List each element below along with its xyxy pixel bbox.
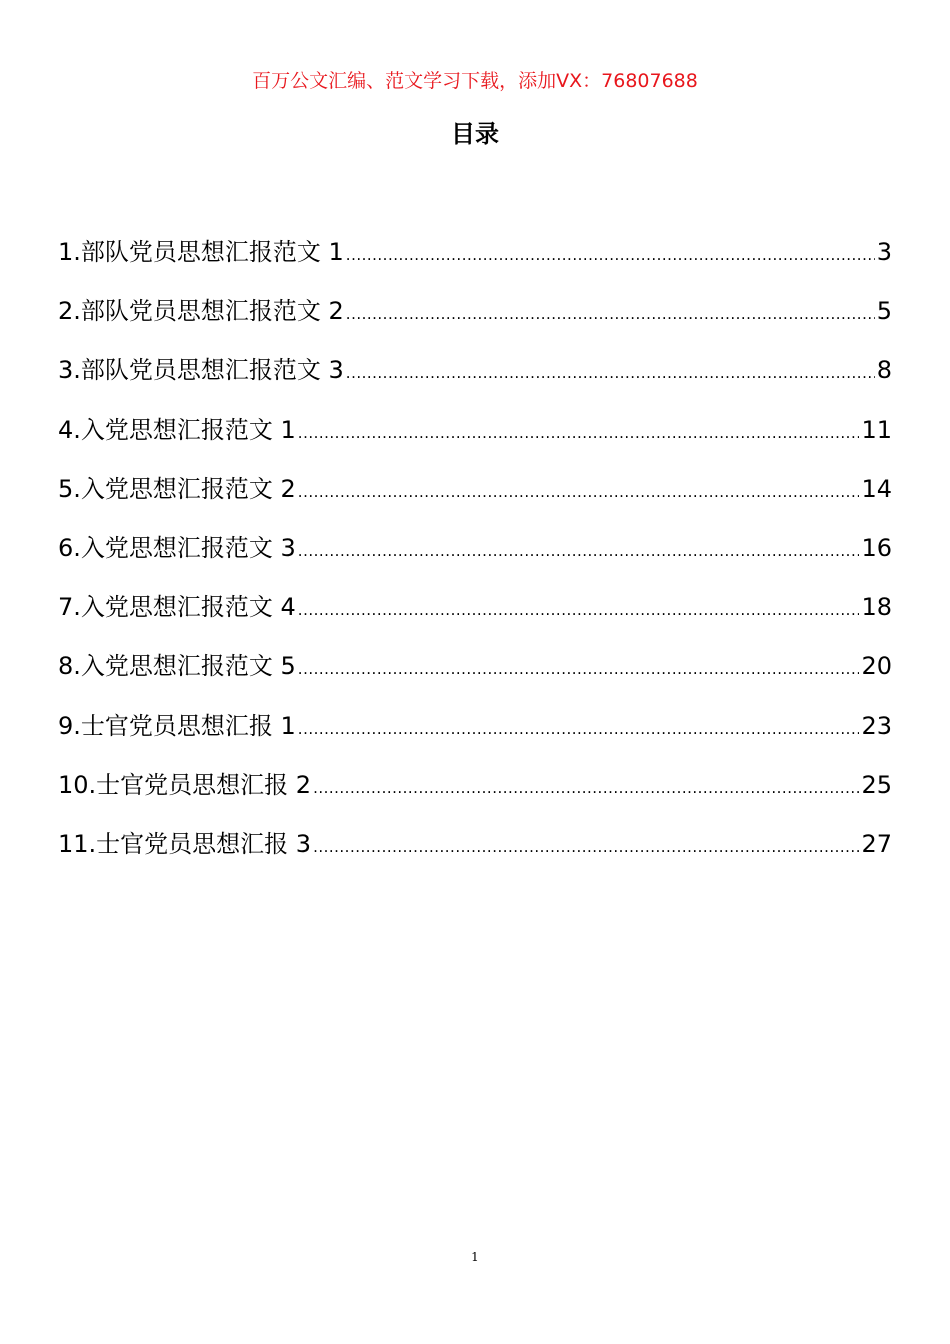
toc-item-label: 10.士官党员思想汇报 2 xyxy=(58,770,312,799)
toc-item-label: 7.入党思想汇报范文 4 xyxy=(58,593,296,622)
toc-leader-dots xyxy=(346,234,875,270)
toc-item[interactable] xyxy=(58,352,892,411)
toc-item-label: 11.士官党员思想汇报 3 xyxy=(58,829,312,858)
table-of-contents xyxy=(58,234,892,885)
toc-leader-dots xyxy=(298,530,860,566)
toc-item-page: 8 xyxy=(876,356,892,385)
toc-leader-dots xyxy=(346,293,875,329)
document-title: 目录 xyxy=(451,120,499,148)
toc-item[interactable] xyxy=(58,234,892,293)
toc-item[interactable] xyxy=(58,412,892,471)
toc-item-label: 2.部队党员思想汇报范文 2 xyxy=(58,297,344,326)
toc-item[interactable] xyxy=(58,708,892,767)
toc-leader-dots xyxy=(313,767,859,803)
toc-item-label: 6.入党思想汇报范文 3 xyxy=(58,533,296,562)
toc-item-page: 20 xyxy=(861,652,892,681)
toc-item-label: 8.入党思想汇报范文 5 xyxy=(58,652,296,681)
toc-item-label: 1.部队党员思想汇报范文 1 xyxy=(58,238,344,266)
toc-item[interactable] xyxy=(58,826,892,885)
toc-item-label: 9.士官党员思想汇报 1 xyxy=(58,711,296,740)
toc-item-page: 16 xyxy=(861,533,892,562)
toc-item-page: 3 xyxy=(876,238,892,266)
toc-leader-dots xyxy=(298,471,860,507)
toc-item-page: 25 xyxy=(861,770,892,799)
toc-item-page: 27 xyxy=(861,829,892,858)
header-note: 百万公文汇编、范文学习下载，添加VX：76807688 xyxy=(252,70,698,92)
toc-item-page: 23 xyxy=(861,711,892,740)
page-number: 1 xyxy=(471,1250,479,1264)
toc-item-page: 5 xyxy=(876,297,892,326)
toc-item-label: 4.入党思想汇报范文 1 xyxy=(58,415,296,444)
toc-item-page: 18 xyxy=(861,593,892,622)
toc-leader-dots xyxy=(346,352,875,388)
toc-item[interactable] xyxy=(58,293,892,352)
toc-leader-dots xyxy=(298,412,860,448)
toc-leader-dots xyxy=(298,589,860,625)
toc-item-page: 11 xyxy=(861,415,892,444)
toc-item[interactable] xyxy=(58,589,892,648)
toc-leader-dots xyxy=(298,648,860,684)
toc-leader-dots xyxy=(313,826,859,862)
toc-item-label: 3.部队党员思想汇报范文 3 xyxy=(58,356,344,385)
toc-item[interactable] xyxy=(58,767,892,826)
toc-item-label: 5.入党思想汇报范文 2 xyxy=(58,474,296,503)
toc-item[interactable] xyxy=(58,471,892,530)
toc-item[interactable] xyxy=(58,530,892,589)
toc-leader-dots xyxy=(298,708,860,744)
toc-item-page: 14 xyxy=(861,474,892,503)
toc-item[interactable] xyxy=(58,648,892,707)
